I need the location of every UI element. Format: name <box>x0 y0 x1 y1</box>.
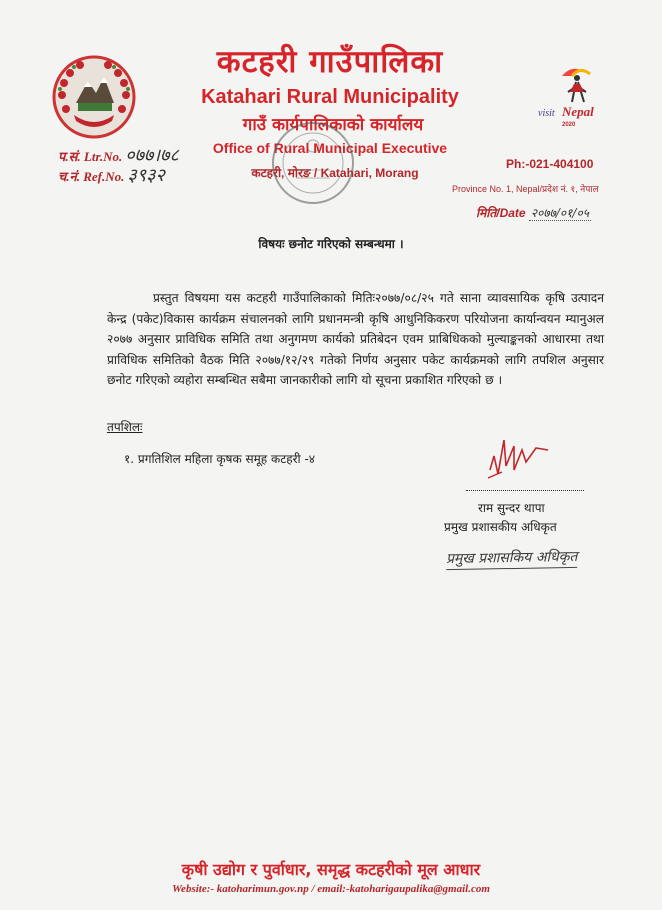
visit-nepal-logo-icon <box>532 62 622 130</box>
svg-text:visit: visit <box>538 108 555 119</box>
office-address: कटहरी, मोरङ / Katahari, Morang <box>251 166 419 180</box>
letter-subject: विषयः छनोट गरिएको सम्बन्धमा । <box>258 237 404 251</box>
website-link[interactable]: katoharimun.gov.np <box>216 883 309 895</box>
email-link[interactable]: katoharigaupalika@gmail.com <box>349 883 490 895</box>
list-item: १. प्रगतिशिल महिला कृषक समूह कटहरी -४ <box>124 452 316 466</box>
nepal-emblem-icon <box>52 55 136 139</box>
signature-line <box>466 490 584 491</box>
letter-body-paragraph: प्रस्तुत विषयमा यस कटहरी गाउँपालिकाको मितिः२०७७/०८/२५ गते साना व्यावसायिक कृषि उत्पादन केन्द्र (पकेट)विकास कार्यक्रम संचालनको लागि प्रधानमन्त्री कृषि आधुनिकिकरण परियोजना कार्यान्वयन म्यानुअल २०७७ अनुसार प्राविधिक समिति तथा अनुगमण कार्यको प्रतिबेदन एवम प्राबिधिकको मुल्याङ्कनको आधारमा तथा प्राविधिक समितिको वैठक मिति २०७७/१२/२९ गतेको निर्णय अनुसार पकेट कार्यक्रमको लागि तपशिल अनुसार छनोट गरिएको व्यहोरा सम्बन्धित सबैमा जानकारीको लागि यो सूचना प्रकाशित गरिएको छ । <box>107 291 604 387</box>
municipality-title-nepali: कटहरी गाउँपालिका <box>216 44 444 80</box>
website-label: Website:- <box>172 883 217 895</box>
letter-number-value: ०७७।७८ <box>125 145 179 165</box>
footer-contact-row <box>0 883 662 895</box>
signature-icon <box>484 426 554 486</box>
footer-slogan: कृषी उद्योग र पुर्वाधार, समृद्ध कटहरीको मूल आधार <box>181 860 481 879</box>
letter-number-label: प.सं. Ltr.No. <box>58 149 123 164</box>
date-label: मिति/Date <box>476 206 526 220</box>
office-title-nepali: गाउँ कार्यपालिकाको कार्यालय <box>242 115 424 135</box>
designation-stamp: प्रमुख प्रशासकिय अधिकृत <box>446 547 578 570</box>
svg-text:Nepal: Nepal <box>562 104 594 119</box>
province-address: Province No. 1, Nepal/प्रदेश नं. १, नेपाल <box>452 184 599 194</box>
phone-number: Ph:-021-404100 <box>506 157 594 171</box>
office-stamp-icon <box>268 118 358 208</box>
office-title-english: Office of Rural Municipal Executive <box>212 140 448 156</box>
municipality-title-english: Katahari Rural Municipality <box>201 86 459 108</box>
details-heading: तपशिलः <box>107 420 143 434</box>
signatory-title: प्रमुख प्रशासकीय अधिकृत <box>444 520 557 534</box>
reference-number-label: च.नं. Ref.No. <box>58 169 125 184</box>
email-label: / email:- <box>308 883 350 895</box>
date-row <box>476 204 591 221</box>
reference-number-value: ३९३२ <box>127 165 165 185</box>
signatory-name: राम सुन्दर थापा <box>478 501 545 515</box>
svg-text:2020: 2020 <box>562 122 576 128</box>
reference-number-row <box>58 163 165 187</box>
date-value: २०७७/०१/०५ <box>530 206 589 220</box>
